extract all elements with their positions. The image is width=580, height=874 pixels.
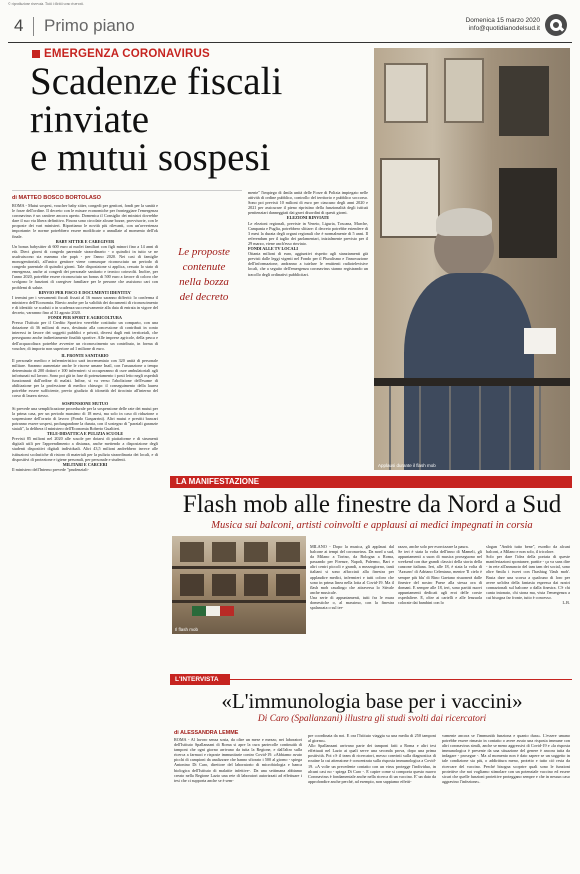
article-body-column-1: MILANO - Dopo la musica, gli applausi dal balcone ai tempi del coronavirus. Da nord a sud, da Milano a Torino, da Bologna a Roma, passando per Firenze, Napoli, Palermo, Bari e altri centri piccoli e grandi, a mezzogiorno, tanti italiani si sono affacciati alla finestra per applaudire medici, infermieri e tutti coloro che sono in prima linea nella lotta al Covid-19. Ma il flash mob casalingo che attraversa lo Stivale anche musicale. Una serie di appuntamenti, tutti fra le mura domestiche o, al massimo, con la finestra spalancata o sul ter-	[310, 544, 394, 611]
kicker-square-icon	[32, 50, 40, 58]
article-headline: Scadenze fiscali rinviate e mutui sospesi	[30, 60, 283, 179]
article-subhead: Di Caro (Spallanzani) illustra gli studi svolti dai ricercatori	[257, 714, 487, 724]
article-body-column-2: mente" l'impiego di 4mila unità delle Forze di Polizia impiegato nelle attività di ordine pubblico, controllo del territorio e pubblico soccorso. Sono poi previsti 10 milioni di euro per ciascuno degli anni 2020 e 2021 per assicurare il pieno ripristino della funzionalità degli istituti penitenziari danneggiati dai gravi disordini di questi giorni. ELEZIONI RINVIATE Le elezioni regionali, previste in Veneto, Liguria, Toscana, Marche, Campania e Puglia, potrebbero slittare: il decreto potrebbe estendere di 3 mesi la durata degli organi regionali che è normalmente di 5 anni. Il referendum per il taglio dei parlamentari, inizialmente previsto per il 29 marzo, viene anch'esso rinviato. FONDI ALLE TV LOCALI Ottanta milioni di euro, aggiuntivi rispetto agli stanziamenti già previsti dalle leggi vigenti nel Fondo per il Pluralismo e l'innovazione dell'informazione, andranno a tutelare le emittenti radiotelevisive locali, che a seguito dell'emergenza coronavirus stanno registrando un tracollo degli ordinativi pubblicitari.	[248, 190, 368, 277]
copyright-notice: © riproduzione riservata. Tutti i diritti sono riservati.	[8, 2, 84, 6]
page-number: 4	[14, 16, 24, 35]
photo-caption: Applausi durante il flash mob	[378, 463, 436, 468]
article-photo-flash-mob	[172, 536, 306, 634]
article-body-column-3: slogan "Andrà tutto bene", esordio da alcuni balconi, a Milano e non solo, il tricolore. Solo per dare l'idea della portata di queste manifestazioni spontanee, partite - ça va sans dire - in rete all'annuncio del tam tam dei social, sono oltre 6mila i tweet con l'hashtag 'flash mob'. Basta dare una scorsa a qualcuno di loro per avere un'idea della fantasia espressa dai nostri connazionali sul balcone o dalla finestra. C'è chi canta intonato, chi stona ma, vista l'emergenza a cui bisogna far fronte, tutto è concesso. L.B.	[486, 544, 570, 606]
article-subhead: Musica sui balconi, artisti coinvolti e applausi ai medici impegnati in corsia	[211, 520, 533, 531]
article-headline: «L'immunologia base per i vaccini»	[221, 689, 523, 713]
article-kicker: EMERGENZA CORONAVIRUS	[44, 48, 210, 60]
section-kicker-bar: LA MANIFESTAZIONE	[170, 476, 572, 488]
issue-date: Domenica 15 marzo 2020	[465, 17, 540, 24]
article-body-column-1: ROMA - Mutui sospesi, voucher baby sitter, congedi per genitori, fondi per la sanità e le forze dell'ordine. Il decreto con le misure economiche per fronteggiare l'emergenza coronavirus è un cantiere ancora aperto. Domenica il Consiglio dei ministri dovrebbe dare il suo via libera definitivo. Finora sono circolate alcune bozze, provvisorie, con le proposte dei vari ministeri. Riportiamo le novità più rilevanti, con un'avvertenza importante: le norme potrebbero essere modificate o annullate al momento dell'ok finale. BABY SITTER E CAREGIVER Un bonus babysitter di 600 euro ai nuclei familiari con figli minori fino a 14 anni di età. Dieci giorni di congedo parentale straordinario - o quindici in tutto se ne usufruiscono sia mamma che papà - per l'anno 2020. Nei casi di famiglie monogenitoriali, all'unico genitore viene comunque riconosciuto un periodo di congedo parentale di quindici giorni. Tale disposizione si applica, cessato lo stato di emergenza, anche ai congedi dei personale sanitario e tecnico coinvolti. Inoltre, per l'anno 2020, potrebbe essere riconosciuto un bonus di 500 euro a favore di coloro che svolgono le funzioni di caregiver familiare per le persone che assistono cari con problemi di salute. RINVIO PER FISCO E DOCUMENTI IDENTITA' I termini per i versamenti fiscali fissati al 16 marzo saranno differiti: lo conferma il ministero dell'Economia. Rinvio anche per la validità dei documenti di riconoscimento e di identità: se scaduti o in scadenza successivamente alla data di entrata in vigore del decreto, varranno fino al 31 agosto 2020. FONDI PER SPORT E AGRICOLTURA Presso l'Istituto per il Credito Sportivo verrebbe costituito un comparto, con una dotazione di 36 milioni di euro, destinato alla concessione di contributi in conto interessi in favore dei soggetti pubblici e privati, diversi dagli enti territoriali, che perseguono anche indirettamente finalità sportive. Alle imprese agricole, della pesca e dell'acquacoltura potrebbe avvenire un riconoscimento un contributo, in forma di voucher, di importo non superiore ad 1 milione di euro. IL FRONTE SANITARIO Il personale medico e infermieristico sarà incrementato con 320 unità di personale militare. Saranno aumentate anche le risorse umane Inail, con l'assunzione a tempo determinato di 200 dottori e 100 infermieri: si occuperanno di cure ambulatoriali agli infortunati sul lavoro. Sono poi già in fase di potenziamento i posti letto negli ospedali funzionanti dall'ordine di malati. Infine, si va verso l'abolizione dell'esame di abilitazione per la professione di medico chirurgo: il conseguimento della laurea potrebbe essere sufficiente, previo giudizio di idoneità del tirocinio all'interno del corso di laurea stesso. SOSPENSIONE MUTUO Si prevede una semplificazione procedurale per la sospensione delle rate dei mutui per la prima casa, per un periodo massimo di 18 mesi, ma solo in caso di riduzione o sospensione dell'orario di lavoro (Fondo Gasparrini). Altri mutui e prestiti bancari potranno essere sospesi, prolungandone la durata, con il sostegno di "parziali garanzie statali", la delibera il ministero dell'Economia Roberto Gualtieri. TELE-DIDATTICA E PULIZIA SCUOLE Previsti 85 milioni nel 2020 alle scuole per dotarsi di piattaforme e di strumenti digitali utili per l'apprendimento a distanza, anche mettendo a disposizione degli studenti dispositivi digitali individuali. Altri 43,5 milioni andrebbero invece alle istituzioni scolastiche di ristoro di materiali per la pulizia straordinaria dei locali, e di dispositivi di protezione e igiene personali, per personale e studenti. MILITARI E CARCERI Il ministero dell'Interno prevede "prudenziali-	[12, 203, 158, 472]
section-name: Primo piano	[44, 16, 135, 35]
article-byline: di ALESSANDRA LEMME	[174, 730, 239, 736]
pull-quote: Le proposte contenute nella bozza del decreto	[178, 246, 230, 303]
newspaper-logo-icon	[545, 14, 567, 36]
article-headline: Flash mob alle finestre da Nord a Sud	[182, 491, 562, 518]
article-body-column-1: ROMA - Al lavoro senza sosta, da oltre un mese e mezzo, nei laboratori dell'Istituto Spallanzani di Roma si apre la cura partecolle continuità di tamponi che ogni giorno arrivano da tutta la Regione, e dall'altro sulla ricerca a farmaci e risposte immunitarie contro Covid-19. «Abbiamo avuto picchi di campioni da analizzare che hanno sfiorato i 500 al giorno - spiega Antonino Di Caro, direttore del laboratorio di microbiologia e banca biologica dell'Istituto di malattie infettive-. Da una settimana abbiamo creato nella Regione Lazio una rete di laboratori autorizzati ad effettuare i test che ci supporta anche se è sem-	[174, 737, 302, 783]
section-kicker-bar: L'INTERVISTA	[170, 674, 230, 685]
article-body-column-3: vamente ancora se l'immunità funziona e quanto dura». L'essere umano potrebbe essere rimasto in contatto o avere avuto una risposta immune con altri coronavirus simili, anche se meno aggressivi di Covid-19 e «la risposta immunologica è presente da una situazione del genere è ancora tutta da indagare - prosegue -. Ma al momento non è dato sapere se un soggetto in tale condizione sia più, o addirittura meno, protetto e tutto ciò resta da ricercare del vaccino. Perché bisogna scoprire quali sono le funzioni protettive che noi vogliamo stimolare con un potenziale vaccino ed essere sicuri che quelle funzioni protettive proteggano sempre e che in nessun caso aggravino l'infezione».	[442, 733, 570, 784]
article-photo-balcony-woman	[374, 48, 570, 470]
article-body-column-2: pre coordinata da noi. E ora l'Istituto viaggia su una media di 250 tamponi al giorno». Allo Spallanzani arrivano parte dei tamponi fatti a Roma e altri test effettuati nel Lazio ai quali serve una seconda prova, dopo una prima positività. Poi c'è il team di ricercatori, messo convinti sulla diagnostica di routine la cui attenzione è concentrata sulla risposta immunologica a Covid-19. «A volte un precedente contatto con un virus protegge l'individuo, in alcuni casi no - spiega Di Caro -. E capire come si comporta questo nuovo Coronavirus è fondamentale anche nella ricerca di un vaccino. E' un dato da approfondire anche perché, ad esempio, non sappiamo effetti-	[308, 733, 436, 784]
article-body-column-2: razzo, anche solo per esorcizzare la paura. Se ieri è stata la volta dell'inno di Mameli, gli appuntamenti a suon di musica proseguono nel weekend con due grandi classici della storia della canzone italiana. Ieri, alle 18, è stata la volta di 'Azzurro' di Adriano Celentano, mentre 'Il cielo è sempre più blu' di Rino Gaetano risuonerà dalle finestre del nostro Paese alla stessa ora di domani. E sempre alle 18, ieri, sono partiti nuovi appuntamenti dedicati agli eroi delle corsie ospedaliere. E, oltre ai cartelli e alle lenzuola colorate dai bambini con lo	[398, 544, 482, 606]
contact-email: info@quotidianodelsud.it	[468, 25, 540, 32]
article-byline: di MATTEO BOSCO BORTOLASO	[12, 195, 101, 201]
photo-caption: Il flash mob	[175, 627, 199, 632]
